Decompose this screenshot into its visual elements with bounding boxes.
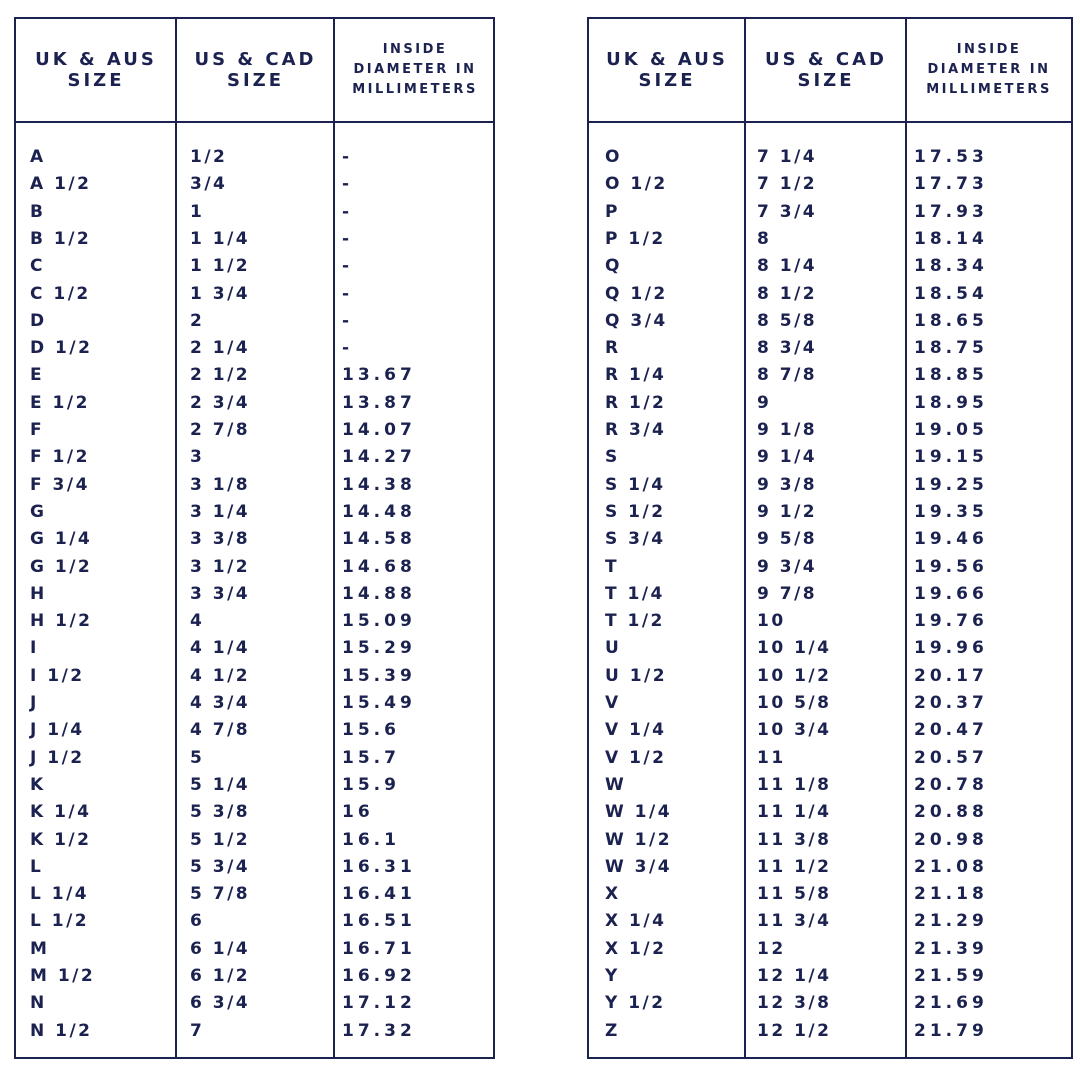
diameter-mm-cell: 19.56	[914, 556, 988, 577]
uk-aus-size-cell: R 1/2	[605, 392, 667, 413]
header-uk-aus-size: UK & AUS SIZE	[606, 49, 728, 91]
us-cad-size-cell: 3 1/8	[190, 474, 251, 495]
diameter-mm-cell: -	[342, 338, 354, 359]
us-cad-size-cell: 2 1/4	[190, 338, 251, 359]
table-row	[16, 635, 493, 662]
table-row	[589, 936, 1071, 963]
diameter-mm-cell: -	[342, 201, 354, 222]
uk-aus-size-cell: L 1/4	[30, 884, 90, 905]
table-row	[589, 635, 1071, 662]
us-cad-size-cell: 6 1/2	[190, 966, 251, 986]
table-row	[16, 362, 493, 389]
diameter-mm-cell: 16.71	[342, 938, 416, 959]
table-row	[589, 253, 1071, 280]
uk-aus-size-cell: G 1/2	[30, 556, 93, 577]
uk-aus-size-cell: J 1/2	[30, 747, 85, 768]
table-row	[589, 663, 1071, 690]
us-cad-size-cell: 12 3/8	[757, 993, 832, 1014]
header-inside-diameter: INSIDE DIAMETER IN MILLIMETERS	[926, 42, 1052, 97]
diameter-mm-cell: 16	[342, 802, 374, 823]
uk-aus-size-cell: U	[605, 638, 622, 659]
diameter-mm-cell: 21.18	[914, 884, 988, 905]
uk-aus-size-cell: B	[30, 201, 46, 222]
us-cad-size-cell: 8 1/4	[757, 256, 818, 277]
diameter-mm-cell: 17.73	[914, 174, 988, 195]
us-cad-size-cell: 3 1/2	[190, 556, 251, 577]
table-row	[16, 827, 493, 854]
us-cad-size-cell: 3	[190, 447, 205, 468]
table-row	[589, 854, 1071, 881]
diameter-mm-cell: -	[342, 174, 354, 195]
table-row	[16, 745, 493, 772]
us-cad-size-cell: 4	[190, 611, 205, 632]
us-cad-size-cell: 7 3/4	[757, 201, 818, 222]
us-cad-size-cell: 11 1/8	[757, 774, 832, 795]
uk-aus-size-cell: Y 1/2	[605, 993, 666, 1014]
table-row	[589, 499, 1071, 526]
table-row	[589, 690, 1071, 717]
us-cad-size-cell: 2 7/8	[190, 420, 251, 440]
table-row	[589, 554, 1071, 581]
diameter-mm-cell: 21.79	[914, 1020, 988, 1041]
uk-aus-size-cell: N 1/2	[30, 1020, 93, 1041]
uk-aus-size-cell: L 1/2	[30, 911, 90, 932]
diameter-mm-cell: -	[342, 228, 354, 249]
table-row	[589, 608, 1071, 635]
us-cad-size-cell: 11 3/4	[757, 911, 832, 932]
uk-aus-size-cell: F 1/2	[30, 447, 90, 468]
us-cad-size-cell: 12	[757, 938, 786, 959]
uk-aus-size-cell: V 1/2	[605, 747, 667, 768]
uk-aus-size-cell: Z	[605, 1020, 620, 1041]
diameter-mm-cell: 18.75	[914, 338, 988, 359]
header-uk-aus-size: UK & AUS SIZE	[35, 49, 157, 91]
us-cad-size-cell: 10 1/4	[757, 638, 832, 659]
table-row	[16, 390, 493, 417]
uk-aus-size-cell: R	[605, 338, 621, 359]
uk-aus-size-cell: T 1/4	[605, 583, 665, 604]
uk-aus-size-cell: P	[605, 201, 620, 222]
diameter-mm-cell: 18.14	[914, 228, 988, 249]
uk-aus-size-cell: R 3/4	[605, 420, 667, 440]
diameter-mm-cell: 14.88	[342, 583, 416, 604]
us-cad-size-cell: 2 3/4	[190, 392, 251, 413]
table-row	[16, 308, 493, 335]
diameter-mm-cell: 15.9	[342, 774, 400, 795]
table-row	[589, 1018, 1071, 1045]
uk-aus-size-cell: N	[30, 993, 47, 1014]
table-row	[589, 308, 1071, 335]
us-cad-size-cell: 5 7/8	[190, 884, 251, 905]
table-row	[16, 799, 493, 826]
diameter-mm-cell: 14.58	[342, 529, 416, 550]
diameter-mm-cell: 19.76	[914, 611, 988, 632]
us-cad-size-cell: 9 7/8	[757, 583, 818, 604]
us-cad-size-cell: 1 1/2	[190, 256, 251, 277]
uk-aus-size-cell: O 1/2	[605, 174, 668, 195]
diameter-mm-cell: 18.54	[914, 283, 988, 304]
us-cad-size-cell: 5	[190, 747, 205, 768]
us-cad-size-cell: 11	[757, 747, 786, 768]
diameter-mm-cell: 15.39	[342, 665, 416, 686]
diameter-mm-cell: 21.69	[914, 993, 988, 1014]
table-row	[589, 335, 1071, 362]
table-row	[589, 526, 1071, 553]
table-row	[16, 881, 493, 908]
us-cad-size-cell: 5 1/4	[190, 774, 251, 795]
uk-aus-size-cell: F 3/4	[30, 474, 90, 495]
us-cad-size-cell: 9 3/8	[757, 474, 818, 495]
us-cad-size-cell: 6	[190, 911, 205, 932]
table-row	[16, 171, 493, 198]
uk-aus-size-cell: L	[30, 856, 44, 877]
diameter-mm-cell: -	[342, 147, 354, 167]
us-cad-size-cell: 6 3/4	[190, 993, 251, 1014]
table-row	[589, 827, 1071, 854]
diameter-mm-cell: 21.08	[914, 856, 988, 877]
table-row	[589, 908, 1071, 935]
uk-aus-size-cell: E 1/2	[30, 392, 90, 413]
us-cad-size-cell: 11 3/8	[757, 829, 832, 850]
diameter-mm-cell: 14.38	[342, 474, 416, 495]
header-divider	[16, 121, 493, 123]
uk-aus-size-cell: J	[30, 693, 39, 713]
uk-aus-size-cell: A 1/2	[30, 174, 92, 195]
diameter-mm-cell: 19.15	[914, 447, 988, 468]
us-cad-size-cell: 9	[757, 392, 772, 413]
us-cad-size-cell: 3/4	[190, 174, 228, 195]
diameter-mm-cell: 20.47	[914, 720, 988, 741]
table-row	[589, 199, 1071, 226]
diameter-mm-cell: 17.53	[914, 147, 988, 167]
table-row	[589, 390, 1071, 417]
diameter-mm-cell: 18.65	[914, 310, 988, 331]
diameter-mm-cell: 15.49	[342, 693, 416, 713]
us-cad-size-cell: 4 3/4	[190, 693, 251, 713]
diameter-mm-cell: 21.59	[914, 966, 988, 986]
us-cad-size-cell: 11 1/2	[757, 856, 832, 877]
us-cad-size-cell: 10 5/8	[757, 693, 832, 713]
us-cad-size-cell: 4 1/2	[190, 665, 251, 686]
uk-aus-size-cell: I	[30, 638, 39, 659]
table-row	[589, 362, 1071, 389]
uk-aus-size-cell: W 3/4	[605, 856, 673, 877]
table-row	[589, 799, 1071, 826]
us-cad-size-cell: 9 3/4	[757, 556, 818, 577]
table-row	[16, 335, 493, 362]
us-cad-size-cell: 1	[190, 201, 205, 222]
uk-aus-size-cell: H 1/2	[30, 611, 93, 632]
uk-aus-size-cell: Q	[605, 256, 622, 277]
uk-aus-size-cell: G 1/4	[30, 529, 93, 550]
us-cad-size-cell: 5 1/2	[190, 829, 251, 850]
uk-aus-size-cell: B 1/2	[30, 228, 92, 249]
table-row	[16, 526, 493, 553]
us-cad-size-cell: 1 1/4	[190, 228, 251, 249]
table-row	[589, 963, 1071, 990]
header-divider	[589, 121, 1071, 123]
table-row	[589, 472, 1071, 499]
us-cad-size-cell: 3 3/4	[190, 583, 251, 604]
us-cad-size-cell: 9 1/2	[757, 501, 818, 522]
us-cad-size-cell: 7 1/2	[757, 174, 818, 195]
table-row	[16, 253, 493, 280]
diameter-mm-cell: 19.46	[914, 529, 988, 550]
us-cad-size-cell: 2 1/2	[190, 365, 251, 386]
uk-aus-size-cell: M	[30, 938, 50, 959]
table-row	[589, 881, 1071, 908]
us-cad-size-cell: 8 5/8	[757, 310, 818, 331]
table-row	[16, 608, 493, 635]
table-row	[16, 444, 493, 471]
us-cad-size-cell: 12 1/4	[757, 966, 832, 986]
diameter-mm-cell: 20.78	[914, 774, 988, 795]
table-row	[16, 581, 493, 608]
diameter-mm-cell: 15.6	[342, 720, 400, 741]
table-row	[16, 663, 493, 690]
table-row	[16, 281, 493, 308]
diameter-mm-cell: 21.29	[914, 911, 988, 932]
table-row	[16, 990, 493, 1017]
us-cad-size-cell: 6 1/4	[190, 938, 251, 959]
uk-aus-size-cell: S 3/4	[605, 529, 666, 550]
table-row	[589, 581, 1071, 608]
table-row	[589, 144, 1071, 171]
diameter-mm-cell: 16.31	[342, 856, 416, 877]
us-cad-size-cell: 10	[757, 611, 786, 632]
uk-aus-size-cell: S 1/2	[605, 501, 666, 522]
us-cad-size-cell: 8	[757, 228, 772, 249]
us-cad-size-cell: 2	[190, 310, 205, 331]
diameter-mm-cell: 13.67	[342, 365, 416, 386]
table-row	[589, 717, 1071, 744]
us-cad-size-cell: 4 7/8	[190, 720, 251, 741]
uk-aus-size-cell: V 1/4	[605, 720, 667, 741]
uk-aus-size-cell: Q 3/4	[605, 310, 668, 331]
us-cad-size-cell: 11 1/4	[757, 802, 832, 823]
table-row	[589, 281, 1071, 308]
ring-size-table-right	[587, 17, 1073, 1059]
diameter-mm-cell: 14.48	[342, 501, 416, 522]
table-row	[16, 936, 493, 963]
uk-aus-size-cell: H	[30, 583, 47, 604]
us-cad-size-cell: 10 1/2	[757, 665, 832, 686]
diameter-mm-cell: 19.25	[914, 474, 988, 495]
diameter-mm-cell: 20.17	[914, 665, 988, 686]
uk-aus-size-cell: R 1/4	[605, 365, 667, 386]
table-row	[589, 226, 1071, 253]
header-inside-diameter: INSIDE DIAMETER IN MILLIMETERS	[352, 42, 478, 97]
diameter-mm-cell: 19.05	[914, 420, 988, 440]
table-row	[589, 171, 1071, 198]
table-row	[16, 499, 493, 526]
diameter-mm-cell: 17.32	[342, 1020, 416, 1041]
table-row	[589, 444, 1071, 471]
uk-aus-size-cell: I 1/2	[30, 665, 85, 686]
us-cad-size-cell: 8 1/2	[757, 283, 818, 304]
diameter-mm-cell: 18.85	[914, 365, 988, 386]
us-cad-size-cell: 7 1/4	[757, 147, 818, 167]
diameter-mm-cell: 20.88	[914, 802, 988, 823]
diameter-mm-cell: 19.35	[914, 501, 988, 522]
uk-aus-size-cell: T 1/2	[605, 611, 665, 632]
us-cad-size-cell: 10 3/4	[757, 720, 832, 741]
diameter-mm-cell: 18.95	[914, 392, 988, 413]
table-row	[589, 990, 1071, 1017]
uk-aus-size-cell: E	[30, 365, 45, 386]
table-row	[589, 745, 1071, 772]
us-cad-size-cell: 11 5/8	[757, 884, 832, 905]
diameter-mm-cell: 14.27	[342, 447, 416, 468]
table-row	[16, 472, 493, 499]
diameter-mm-cell: 20.37	[914, 693, 988, 713]
uk-aus-size-cell: G	[30, 501, 47, 522]
table-row	[589, 417, 1071, 444]
uk-aus-size-cell: S	[605, 447, 620, 468]
diameter-mm-cell: 15.09	[342, 611, 416, 632]
diameter-mm-cell: -	[342, 283, 354, 304]
uk-aus-size-cell: X	[605, 884, 621, 905]
uk-aus-size-cell: J 1/4	[30, 720, 85, 741]
diameter-mm-cell: 15.7	[342, 747, 400, 768]
diameter-mm-cell: 21.39	[914, 938, 988, 959]
us-cad-size-cell: 8 7/8	[757, 365, 818, 386]
table-row	[16, 717, 493, 744]
uk-aus-size-cell: C	[30, 256, 45, 277]
diameter-mm-cell: 16.92	[342, 966, 416, 986]
diameter-mm-cell: 16.1	[342, 829, 400, 850]
uk-aus-size-cell: X 1/2	[605, 938, 667, 959]
uk-aus-size-cell: S 1/4	[605, 474, 666, 495]
table-row	[16, 144, 493, 171]
us-cad-size-cell: 5 3/8	[190, 802, 251, 823]
diameter-mm-cell: 18.34	[914, 256, 988, 277]
diameter-mm-cell: -	[342, 310, 354, 331]
uk-aus-size-cell: W	[605, 774, 627, 795]
uk-aus-size-cell: K	[30, 774, 46, 795]
diameter-mm-cell: 16.41	[342, 884, 416, 905]
diameter-mm-cell: 19.96	[914, 638, 988, 659]
header-us-cad-size: US & CAD SIZE	[194, 49, 317, 91]
table-row	[16, 908, 493, 935]
us-cad-size-cell: 7	[190, 1020, 205, 1041]
diameter-mm-cell: 19.66	[914, 583, 988, 604]
table-row	[16, 199, 493, 226]
diameter-mm-cell: 17.93	[914, 201, 988, 222]
table-row	[16, 417, 493, 444]
us-cad-size-cell: 4 1/4	[190, 638, 251, 659]
diameter-mm-cell: 16.51	[342, 911, 416, 932]
uk-aus-size-cell: Q 1/2	[605, 283, 668, 304]
table-row	[16, 854, 493, 881]
diameter-mm-cell: 15.29	[342, 638, 416, 659]
uk-aus-size-cell: W 1/4	[605, 802, 673, 823]
uk-aus-size-cell: W 1/2	[605, 829, 673, 850]
table-row	[16, 554, 493, 581]
uk-aus-size-cell: P 1/2	[605, 228, 666, 249]
us-cad-size-cell: 1/2	[190, 147, 228, 167]
us-cad-size-cell: 1 3/4	[190, 283, 251, 304]
us-cad-size-cell: 5 3/4	[190, 856, 251, 877]
us-cad-size-cell: 9 1/8	[757, 420, 818, 440]
uk-aus-size-cell: K 1/2	[30, 829, 92, 850]
uk-aus-size-cell: A	[30, 147, 46, 167]
uk-aus-size-cell: O	[605, 147, 622, 167]
uk-aus-size-cell: D 1/2	[30, 338, 93, 359]
table-row	[589, 772, 1071, 799]
us-cad-size-cell: 3 1/4	[190, 501, 251, 522]
uk-aus-size-cell: X 1/4	[605, 911, 667, 932]
diameter-mm-cell: 14.68	[342, 556, 416, 577]
header-us-cad-size: US & CAD SIZE	[765, 49, 887, 91]
table-row	[16, 690, 493, 717]
uk-aus-size-cell: D	[30, 310, 47, 331]
diameter-mm-cell: 20.57	[914, 747, 988, 768]
uk-aus-size-cell: C 1/2	[30, 283, 91, 304]
uk-aus-size-cell: F	[30, 420, 45, 440]
us-cad-size-cell: 9 5/8	[757, 529, 818, 550]
diameter-mm-cell: 13.87	[342, 392, 416, 413]
ring-size-table-left	[14, 17, 495, 1059]
table-row	[16, 1018, 493, 1045]
us-cad-size-cell: 12 1/2	[757, 1020, 832, 1041]
diameter-mm-cell: -	[342, 256, 354, 277]
us-cad-size-cell: 8 3/4	[757, 338, 818, 359]
uk-aus-size-cell: T	[605, 556, 620, 577]
uk-aus-size-cell: M 1/2	[30, 966, 96, 986]
uk-aus-size-cell: V	[605, 693, 621, 713]
diameter-mm-cell: 14.07	[342, 420, 416, 440]
table-row	[16, 963, 493, 990]
uk-aus-size-cell: K 1/4	[30, 802, 92, 823]
table-row	[16, 772, 493, 799]
diameter-mm-cell: 20.98	[914, 829, 988, 850]
diameter-mm-cell: 17.12	[342, 993, 416, 1014]
table-row	[16, 226, 493, 253]
us-cad-size-cell: 9 1/4	[757, 447, 818, 468]
uk-aus-size-cell: U 1/2	[605, 665, 668, 686]
us-cad-size-cell: 3 3/8	[190, 529, 251, 550]
uk-aus-size-cell: Y	[605, 966, 620, 986]
